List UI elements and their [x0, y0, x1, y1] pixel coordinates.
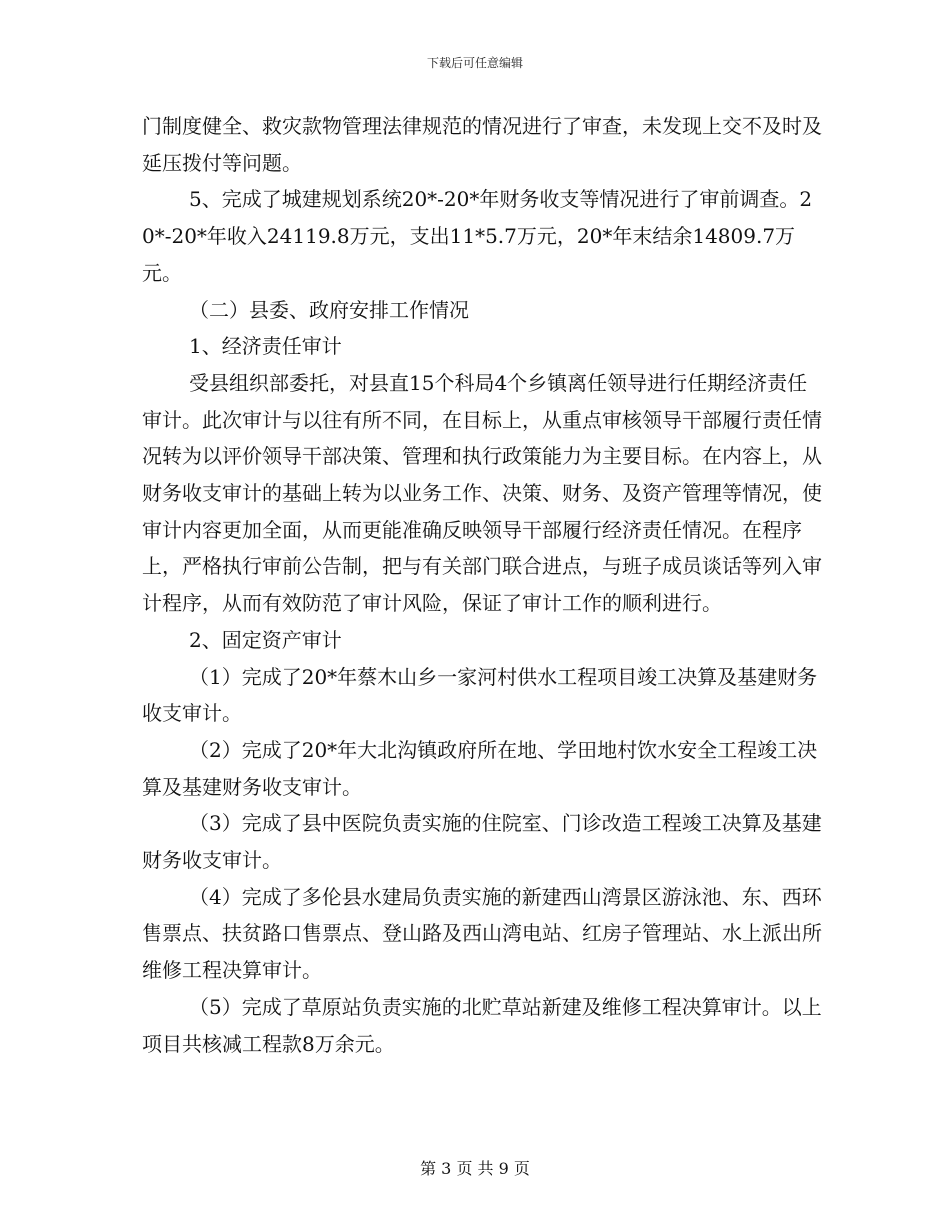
paragraph-2: 5、完成了城建规划系统20*-20*年财务收支等情况进行了审前调查。20*-20*年收入24119.8万元，支出11*5.7万元，20*年末结余14809.7万元。: [142, 187, 813, 285]
list-item-4: （4）完成了多伦县水建局负责实施的新建西山湾景区游泳池、东、西环售票点、扶贫路口售票点、登山路及西山湾电站、红房子管理站、水上派出所维修工程决算审计。: [142, 884, 822, 983]
subsection-heading-2: 2、固定资产审计: [189, 627, 342, 652]
list-item-1: （1）完成了20*年蔡木山乡一家河村供水工程项目竣工决算及基建财务收支审计。: [142, 664, 818, 726]
page-footer: 第 3 页 共 9 页: [420, 1159, 530, 1178]
page-header: 下载后可任意编辑: [426, 56, 523, 70]
document-body: [142, 108, 822, 1062]
section-heading: （二）县委、政府安排工作情况: [189, 297, 469, 322]
list-item-3: （3）完成了县中医院负责实施的住院室、门诊改造工程竣工决算及基建财务收支审计。: [142, 811, 822, 873]
list-item-2: （2）完成了20*年大北沟镇政府所在地、学田地村饮水安全工程竣工决算及基建财务收支审计。: [142, 737, 818, 799]
subsection-heading-1: 1、经济责任审计: [189, 334, 342, 359]
paragraph-1: 门制度健全、救灾款物管理法律规范的情况进行了审查，未发现上交不及时及延压拨付等问题。: [142, 114, 822, 175]
paragraph-3: 受县组织部委托，对县直15个科局4个乡镇离任领导进行任期经济责任审计。此次审计与以往有所不同，在目标上，从重点审核领导干部履行责任情况转为以评价领导干部决策、管理和执行政策能力为主要目标。在内容上，从财务收支审计的基础上转为以业务工作、决策、财务、及资产管理等情况，使审计内容更加全面，从而更能准确反映领导干部履行经济责任情况。在程序上，严格执行审前公告制，把与有关部门联合进点，与班子成员谈话等列入审计程序，从而有效防范了审计风险，保证了审计工作的顺利进行。: [142, 370, 822, 616]
list-item-5: （5）完成了草原站负责实施的北贮草站新建及维修工程决算审计。以上项目共核减工程款8万余元。: [142, 994, 822, 1056]
